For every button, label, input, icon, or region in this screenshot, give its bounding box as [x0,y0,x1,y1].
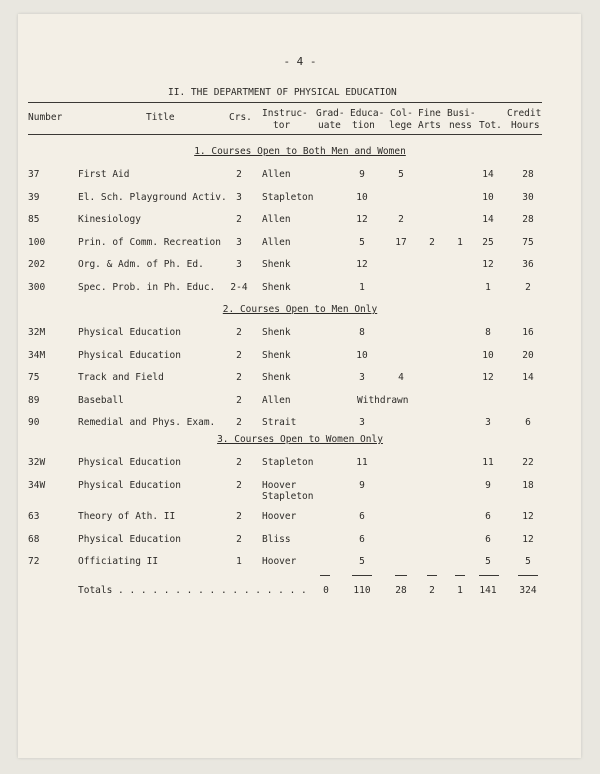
cell-credit: 20 [522,349,534,361]
cell-credit: 28 [522,214,534,226]
cell-title: Theory of Ath. II [78,511,176,523]
sum-dash-credit [518,575,538,576]
cell-credit: 6 [525,417,531,429]
cell-instructor: Shenk [262,282,291,293]
header-graduate-2: uate [318,120,341,131]
cell-number: 34W [28,479,46,491]
cell-title: Physical Education [78,349,181,361]
cell-total: 5 [485,556,491,568]
cell-credit: 16 [522,327,534,338]
cell-number: 89 [28,394,40,406]
sum-dash-graduate [320,575,330,576]
cell-instructor: Hoover [262,556,297,568]
cell-credit: 2 [525,282,531,293]
cell-college: 2 [398,214,404,226]
cell-number: 90 [28,417,40,429]
cell-total: 12 [482,259,494,271]
cell-education: 10 [356,349,368,361]
cell-education: 5 [359,236,365,248]
sum-dash-total [479,575,499,576]
header-bottom-rule [28,134,542,135]
cell-title: Prin. of Comm. Recreation [78,236,221,248]
cell-credit: 5 [525,556,531,568]
header-title: Title [146,112,175,123]
cell-instructor: Shenk [262,327,291,338]
header-credit-2: Hours [511,120,540,131]
section-heading: 2. Courses Open to Men Only [222,304,378,315]
cell-total: 10 [482,191,494,203]
cell-crs: 2 [236,457,242,468]
cell-title: Officiating II [78,556,159,568]
cell-title: Track and Field [78,372,164,384]
totals-credit: 324 [519,585,537,596]
cell-instructor: Shenk [262,372,291,384]
cell-title: Kinesiology [78,214,141,226]
header-graduate: Grad- [316,108,345,119]
section-heading: 1. Courses Open to Both Men and Women [194,146,406,157]
cell-college: 5 [398,169,404,180]
cell-credit: 30 [522,191,534,203]
header-number: Number [28,112,63,123]
cell-instructor: Allen [262,169,291,180]
cell-number: 37 [28,169,40,180]
cell-instructor: Shenk [262,259,291,271]
totals-graduate: 0 [323,585,329,596]
cell-education: 6 [359,533,365,545]
cell-college: 17 [395,236,407,248]
header-top-rule [28,102,542,103]
totals-total: 141 [479,585,497,596]
cell-instructor-2: Stapleton [262,490,314,502]
cell-instructor: Hoover [262,511,297,523]
cell-number: 32W [28,457,46,468]
cell-college: 4 [398,372,404,384]
cell-instructor: Strait [262,417,297,429]
sum-dash-college [395,575,407,576]
cell-credit: 22 [522,457,534,468]
cell-education: 3 [359,417,365,429]
sum-dash-fine-arts [427,575,437,576]
cell-credit: 12 [522,533,534,545]
cell-total: 6 [485,533,491,545]
cell-crs: 3 [236,191,242,203]
cell-education: 11 [356,457,368,468]
cell-crs: 2 [236,169,242,180]
cell-crs: 1 [236,556,242,568]
header-education: Educa- [350,108,385,119]
cell-number: 63 [28,511,40,523]
cell-instructor: Allen [262,236,291,248]
cell-instructor: Allen [262,394,291,406]
cell-crs: 3 [236,236,242,248]
totals-college: 28 [395,585,407,596]
header-college-2: lege [389,120,412,131]
cell-credit: 18 [522,479,534,491]
cell-education: 8 [359,327,365,338]
cell-instructor: Stapleton [262,191,314,203]
cell-instructor: Stapleton [262,457,314,468]
cell-number: 75 [28,372,40,384]
cell-credit: 14 [522,372,534,384]
totals-fine-arts: 2 [429,585,435,596]
totals-business: 1 [457,585,463,596]
header-crs: Crs. [229,112,252,123]
cell-credit: 28 [522,169,534,180]
cell-instructor: Hoover [262,479,297,491]
cell-crs: 2 [236,372,242,384]
cell-instructor: Allen [262,214,291,226]
cell-number: 34M [28,349,46,361]
cell-credit: 12 [522,511,534,523]
cell-total: 14 [482,214,494,226]
cell-title: El. Sch. Playground Activ. [78,191,227,203]
cell-number: 85 [28,214,40,226]
cell-crs: 2 [236,327,242,338]
cell-crs: 2 [236,511,242,523]
cell-crs: 2 [236,394,242,406]
cell-total: 8 [485,327,491,338]
cell-total: 14 [482,169,494,180]
cell-number: 39 [28,191,40,203]
header-business: Busi- [447,108,476,119]
cell-education: 9 [359,169,365,180]
cell-total: 1 [485,282,491,293]
cell-title: First Aid [78,169,130,180]
cell-instructor: Shenk [262,349,291,361]
cell-credit: 75 [522,236,534,248]
sum-dash-education [352,575,372,576]
header-business-2: ness [449,120,472,131]
cell-education: 12 [356,214,368,226]
cell-note: Withdrawn [357,394,409,406]
cell-education: 9 [359,479,365,491]
cell-total: 25 [482,236,494,248]
section-heading: 3. Courses Open to Women Only [217,434,383,445]
cell-total: 6 [485,511,491,523]
cell-number: 202 [28,259,46,271]
totals-label: Totals . . . . . . . . . . . . . . . . . [78,585,307,596]
totals-education: 110 [353,585,371,596]
cell-number: 100 [28,236,46,248]
cell-number: 300 [28,282,46,293]
cell-title: Remedial and Phys. Exam. [78,417,216,429]
cell-title: Physical Education [78,457,181,468]
sum-dash-business [455,575,465,576]
cell-number: 72 [28,556,40,568]
cell-total: 10 [482,349,494,361]
cell-title: Org. & Adm. of Ph. Ed. [78,259,204,271]
cell-crs: 3 [236,259,242,271]
cell-title: Physical Education [78,327,181,338]
page-number: - 4 - [283,55,317,68]
cell-total: 12 [482,372,494,384]
header-total: Tot. [479,120,502,131]
cell-total: 11 [482,457,494,468]
cell-title: Spec. Prob. in Ph. Educ. [78,282,216,293]
cell-crs: 2 [236,533,242,545]
cell-education: 12 [356,259,368,271]
cell-education: 3 [359,372,365,384]
cell-crs: 2 [236,417,242,429]
cell-instructor: Bliss [262,533,291,545]
cell-title: Physical Education [78,479,181,491]
cell-credit: 36 [522,259,534,271]
cell-education: 1 [359,282,365,293]
header-instructor-2: tor [273,120,291,131]
header-fine-arts: Fine [418,108,441,119]
cell-education: 5 [359,556,365,568]
cell-crs: 2 [236,479,242,491]
cell-number: 32M [28,327,46,338]
cell-crs: 2-4 [230,282,248,293]
cell-total: 3 [485,417,491,429]
cell-education: 10 [356,191,368,203]
header-credit: Credit [507,108,542,119]
department-title: II. THE DEPARTMENT OF PHYSICAL EDUCATION [168,87,397,98]
header-fine-arts-2: Arts [418,120,441,131]
cell-crs: 2 [236,214,242,226]
cell-total: 9 [485,479,491,491]
cell-title: Physical Education [78,533,181,545]
header-education-2: tion [352,120,375,131]
cell-number: 68 [28,533,40,545]
header-instructor: Instruc- [262,108,308,119]
cell-education: 6 [359,511,365,523]
cell-crs: 2 [236,349,242,361]
cell-business: 1 [457,236,463,248]
cell-title: Baseball [78,394,124,406]
cell-fine-arts: 2 [429,236,435,248]
header-college: Col- [390,108,413,119]
